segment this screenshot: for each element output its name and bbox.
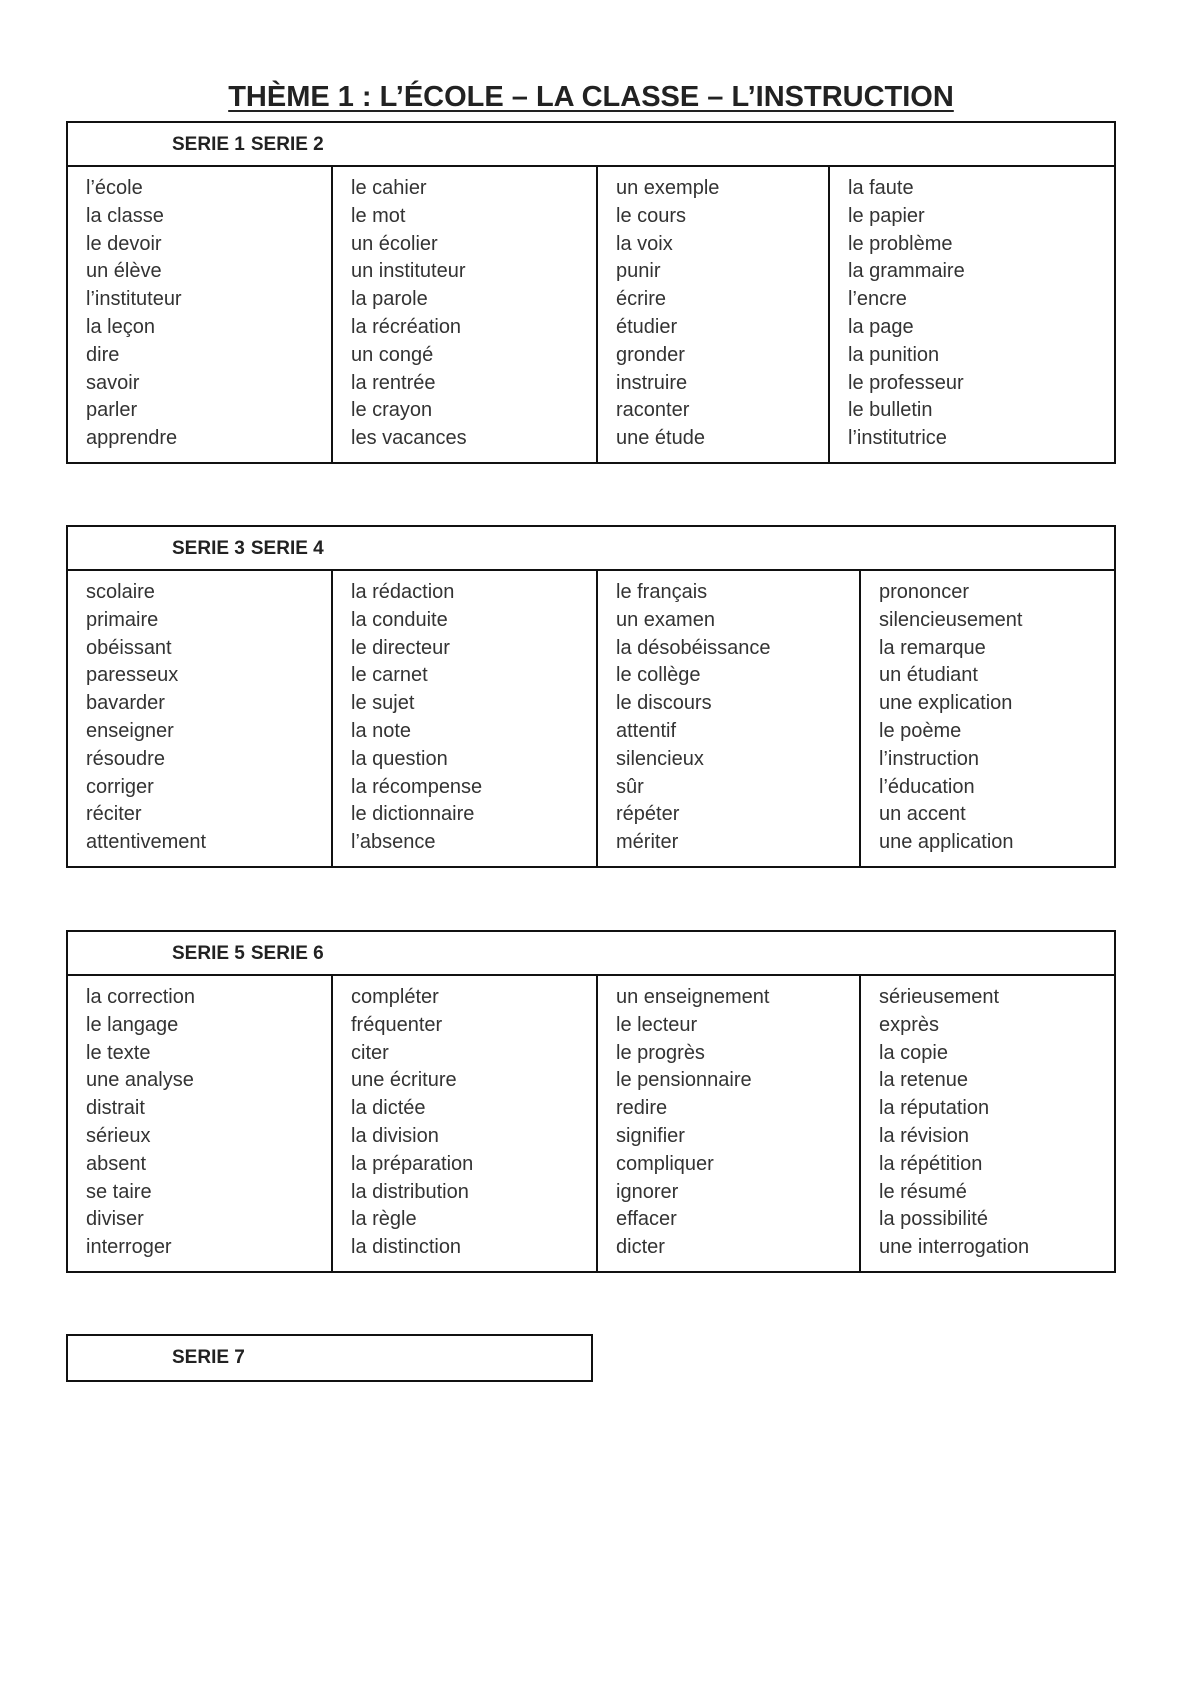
word-columns (68, 976, 1114, 1271)
vocabulary-word: une application (879, 831, 1014, 854)
vocabulary-word: sérieux (86, 1124, 151, 1147)
vocabulary-word: le pensionnaire (616, 1069, 752, 1092)
word-column (68, 976, 333, 1271)
series-header-label: SERIE 5 (172, 943, 245, 964)
vocabulary-word: une étude (616, 427, 705, 450)
vocabulary-word: la désobéissance (616, 636, 771, 659)
vocabulary-word: l’instruction (879, 747, 980, 770)
vocabulary-word: attentivement (86, 831, 207, 854)
vocabulary-word: le poème (879, 719, 962, 742)
series-header-label: SERIE 4 (250, 538, 324, 559)
vocabulary-word: raconter (616, 399, 690, 422)
vocabulary-word: le texte (86, 1041, 151, 1064)
series-table-3-4 (66, 525, 1116, 868)
word-column (333, 571, 598, 866)
vocabulary-word: le langage (86, 1013, 179, 1036)
vocabulary-word: la punition (848, 343, 940, 366)
vocabulary-word: paresseux (86, 664, 179, 687)
word-column (598, 571, 861, 866)
vocabulary-word: l’absence (351, 831, 436, 854)
vocabulary-word: silencieusement (879, 608, 1023, 631)
series-table-5-6 (66, 930, 1116, 1273)
vocabulary-word: l’éducation (879, 775, 975, 798)
vocabulary-word: le collège (616, 664, 701, 687)
vocabulary-word: la grammaire (848, 260, 965, 283)
vocabulary-word: bavarder (86, 692, 165, 715)
vocabulary-word: punir (616, 260, 661, 283)
vocabulary-word: le carnet (351, 664, 428, 687)
vocabulary-word: un instituteur (351, 260, 466, 283)
vocabulary-word: la règle (351, 1208, 417, 1231)
vocabulary-word: fréquenter (351, 1013, 443, 1036)
word-column (333, 976, 598, 1271)
vocabulary-word: instruire (616, 371, 688, 394)
vocabulary-word: parler (86, 399, 138, 422)
vocabulary-word: le professeur (848, 371, 964, 394)
series-header (68, 1336, 591, 1380)
vocabulary-word: résoudre (86, 747, 165, 770)
vocabulary-word: un exemple (616, 177, 720, 199)
vocabulary-word: la correction (86, 986, 195, 1008)
vocabulary-word: la division (351, 1124, 439, 1147)
vocabulary-word: le crayon (351, 399, 433, 422)
vocabulary-word: la dictée (351, 1097, 426, 1120)
vocabulary-word: le papier (848, 204, 925, 227)
vocabulary-word: le résumé (879, 1180, 967, 1203)
vocabulary-word: la distinction (351, 1236, 462, 1259)
vocabulary-word: la rédaction (351, 581, 455, 603)
vocabulary-word: le français (616, 581, 708, 603)
vocabulary-word: le progrès (616, 1041, 705, 1064)
vocabulary-word: l’école (86, 177, 143, 199)
vocabulary-word: sérieusement (879, 986, 1000, 1008)
vocabulary-word: répéter (616, 803, 680, 826)
vocabulary-word: se taire (86, 1180, 152, 1203)
vocabulary-word: diviser (86, 1208, 144, 1231)
vocabulary-word: l’encre (848, 288, 907, 311)
vocabulary-word: exprès (879, 1013, 940, 1036)
vocabulary-word: compléter (351, 986, 439, 1008)
word-column (68, 571, 333, 866)
vocabulary-word: mériter (616, 831, 679, 854)
vocabulary-word: la voix (616, 232, 673, 255)
word-column (861, 571, 1114, 866)
vocabulary-word: une explication (879, 692, 1013, 715)
vocabulary-word: la rentrée (351, 371, 436, 394)
vocabulary-word: réciter (86, 803, 142, 826)
vocabulary-word: gronder (616, 343, 685, 366)
vocabulary-word: interroger (86, 1236, 172, 1259)
vocabulary-word: la distribution (351, 1180, 469, 1203)
vocabulary-word: scolaire (86, 581, 155, 603)
vocabulary-word: le sujet (351, 692, 415, 715)
vocabulary-word: la révision (879, 1124, 970, 1147)
word-column (68, 167, 333, 462)
vocabulary-word: citer (351, 1041, 389, 1064)
vocabulary-word: une analyse (86, 1069, 194, 1092)
vocabulary-word: un accent (879, 803, 966, 826)
vocabulary-word: sûr (616, 775, 644, 798)
vocabulary-word: le devoir (86, 232, 162, 255)
vocabulary-word: silencieux (616, 747, 704, 770)
vocabulary-word: effacer (616, 1208, 677, 1231)
vocabulary-word: dire (86, 343, 120, 366)
word-columns (68, 571, 1114, 866)
vocabulary-word: un examen (616, 608, 715, 631)
page-title: THÈME 1 : L’ÉCOLE – LA CLASSE – L’INSTRUCTION (228, 81, 954, 113)
vocabulary-word: un enseignement (616, 986, 770, 1008)
vocabulary-word: obéissant (86, 636, 172, 659)
vocabulary-word: le cahier (351, 177, 427, 199)
vocabulary-word: le cours (616, 204, 687, 227)
vocabulary-word: la récompense (351, 775, 483, 798)
vocabulary-word: écrire (616, 288, 667, 311)
series-table-1-2 (66, 121, 1116, 464)
vocabulary-word: compliquer (616, 1152, 714, 1175)
vocabulary-word: prononcer (879, 581, 970, 603)
vocabulary-word: la faute (848, 177, 914, 199)
series-header (68, 932, 1114, 976)
vocabulary-word: enseigner (86, 719, 174, 742)
vocabulary-word: la remarque (879, 636, 986, 659)
vocabulary-word: une interrogation (879, 1236, 1030, 1259)
series-header (68, 527, 1114, 571)
vocabulary-word: primaire (86, 608, 159, 631)
vocabulary-word: le directeur (351, 636, 450, 659)
vocabulary-word: l’instituteur (86, 288, 182, 311)
vocabulary-word: dicter (616, 1236, 665, 1259)
vocabulary-word: la copie (879, 1041, 948, 1064)
vocabulary-word: la récréation (351, 315, 462, 338)
vocabulary-word: la note (351, 719, 412, 742)
vocabulary-word: l’institutrice (848, 427, 947, 450)
vocabulary-word: le problème (848, 232, 953, 255)
vocabulary-word: la classe (86, 204, 164, 227)
vocabulary-word: la préparation (351, 1152, 474, 1175)
vocabulary-word: les vacances (351, 427, 467, 450)
series-header-label: SERIE 6 (250, 943, 324, 964)
series-header (68, 123, 1114, 167)
vocabulary-word: apprendre (86, 427, 178, 450)
word-column (333, 167, 598, 462)
series-header-label: SERIE 3 (172, 538, 245, 559)
vocabulary-word: un élève (86, 260, 162, 283)
vocabulary-word: un étudiant (879, 664, 978, 687)
vocabulary-word: la répétition (879, 1152, 983, 1175)
series-header-label: SERIE 1 (172, 134, 245, 155)
vocabulary-word: la possibilité (879, 1208, 988, 1231)
word-column (830, 167, 1114, 462)
vocabulary-word: un écolier (351, 232, 438, 255)
vocabulary-word: la page (848, 315, 914, 338)
word-columns (68, 167, 1114, 462)
vocabulary-word: savoir (86, 371, 140, 394)
vocabulary-word: le lecteur (616, 1013, 698, 1036)
vocabulary-word: la question (351, 747, 448, 770)
vocabulary-word: corriger (86, 775, 154, 798)
vocabulary-word: le mot (351, 204, 406, 227)
vocabulary-word: la réputation (879, 1097, 990, 1120)
vocabulary-word: ignorer (616, 1180, 679, 1203)
vocabulary-word: signifier (616, 1124, 685, 1147)
word-column (598, 167, 830, 462)
vocabulary-word: étudier (616, 315, 678, 338)
vocabulary-word: la retenue (879, 1069, 968, 1092)
vocabulary-word: le dictionnaire (351, 803, 475, 826)
series-header-label: SERIE 2 (250, 134, 324, 155)
word-column (598, 976, 861, 1271)
vocabulary-word: attentif (616, 719, 677, 742)
vocabulary-word: la conduite (351, 608, 448, 631)
vocabulary-word: le bulletin (848, 399, 933, 422)
vocabulary-word: la parole (351, 288, 428, 311)
word-column (861, 976, 1114, 1271)
series-header-label: SERIE 7 (172, 1347, 245, 1368)
vocabulary-word: une écriture (351, 1069, 457, 1092)
vocabulary-word: un congé (351, 343, 434, 366)
vocabulary-word: absent (86, 1152, 147, 1175)
vocabulary-word: redire (616, 1097, 668, 1120)
series-table-7 (66, 1334, 593, 1382)
vocabulary-word: la leçon (86, 315, 155, 338)
vocabulary-word: distrait (86, 1097, 145, 1120)
vocabulary-word: le discours (616, 692, 712, 715)
